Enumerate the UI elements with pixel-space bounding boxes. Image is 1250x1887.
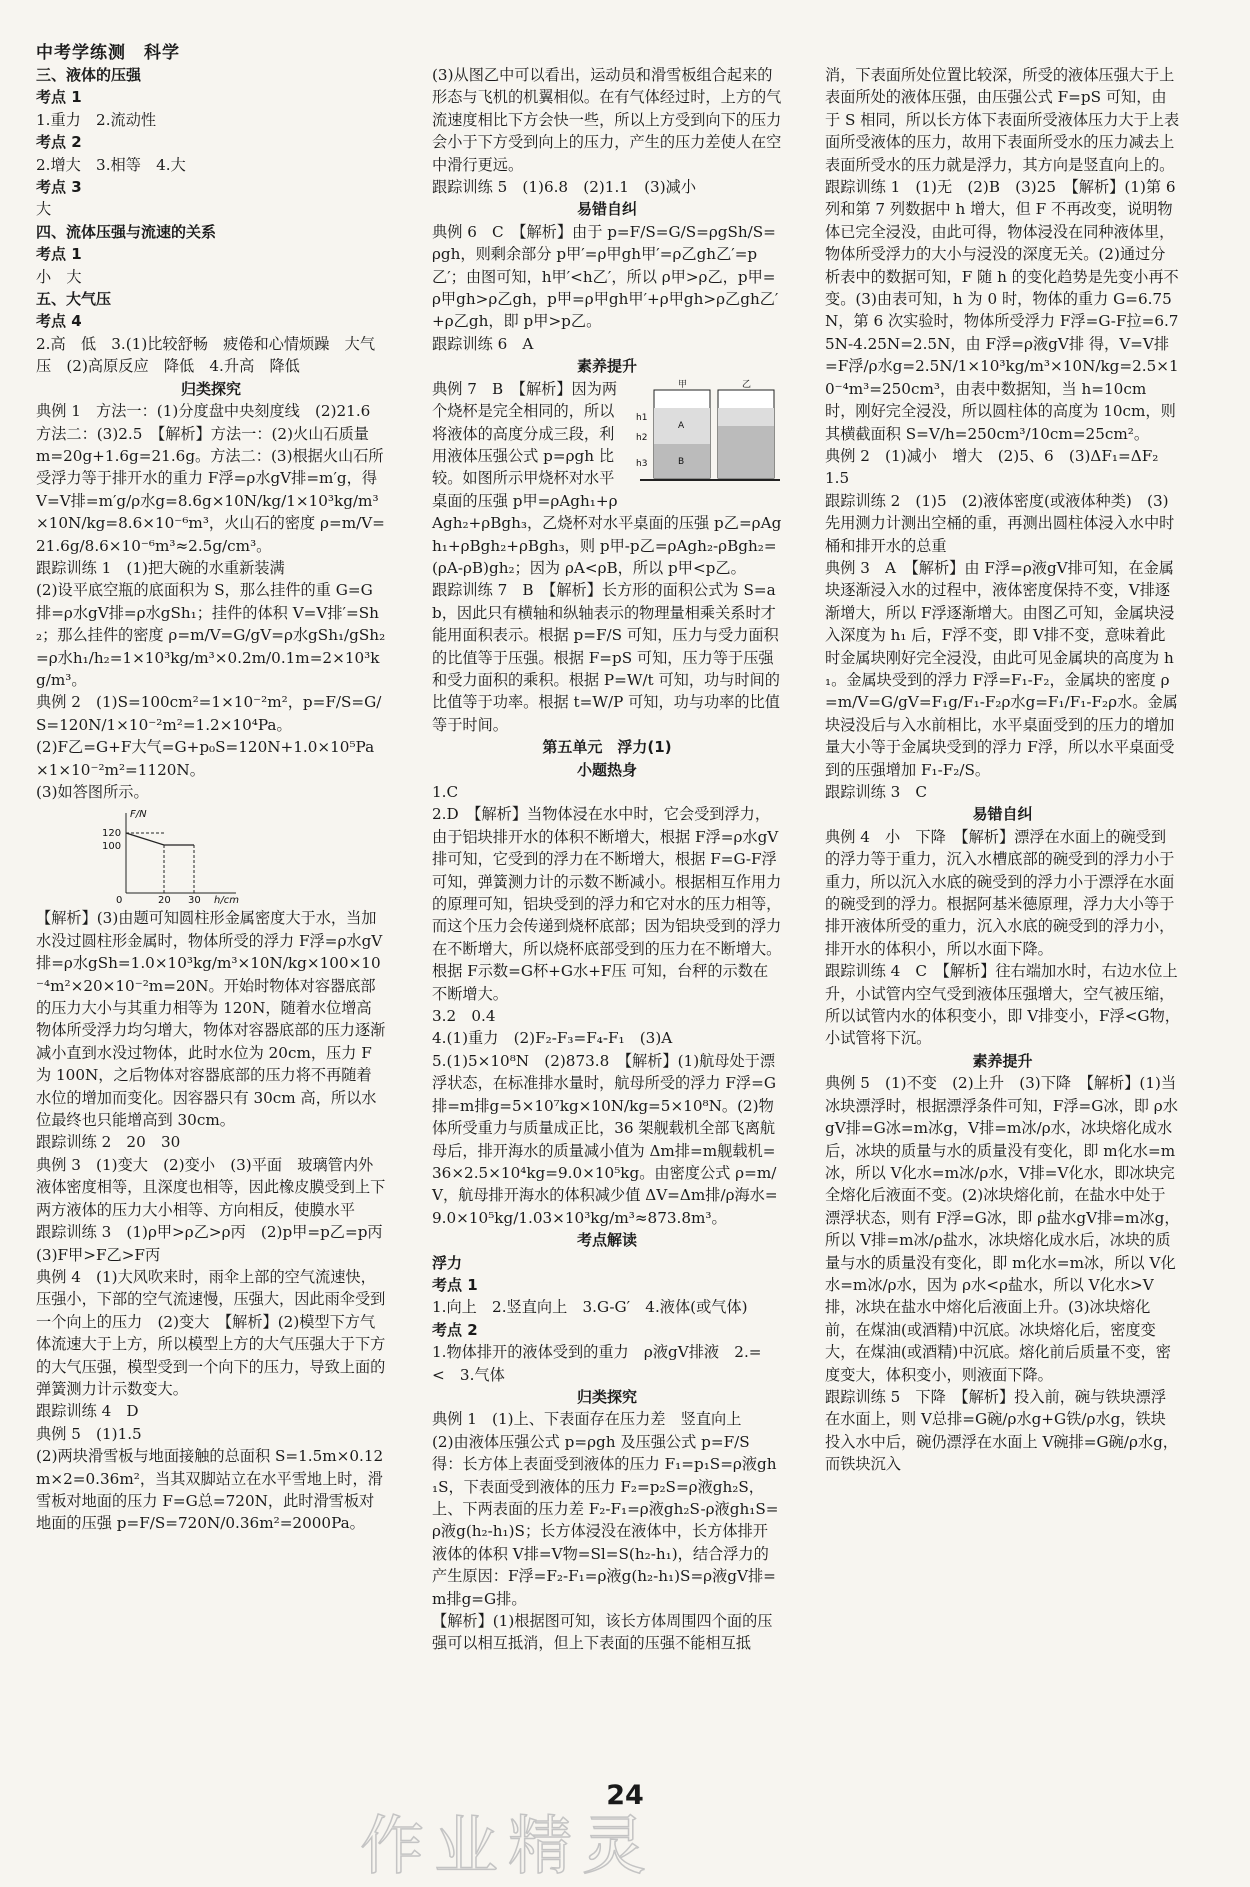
text-line: 考点 1 <box>36 88 82 107</box>
text-line: 跟踪训练 2 20 30 <box>36 1133 181 1152</box>
force-line <box>126 833 194 845</box>
text-line: 典例 4 (1)大风吹来时，雨伞上部的空气流速快，压强小，下部的空气流速慢，压强大，因此雨伞受到一个向上的压力 (2)变大 【解析】(2)模型下方气体流速大于上方，所以模型上方的大气压强大于下方的大气压强，模型受到一个向下的压力，导致上面的弹簧测力计示数变大。 <box>36 1267 386 1398</box>
text-line: 典例 3 (1)变大 (2)变小 (3)平面 玻璃管内外液体密度相等，且深度也相等，因此橡皮膜受到上下两方液体的压力大小相等、方向相反，使膜水平 <box>36 1155 386 1219</box>
text-line: 考点 2 <box>432 1320 478 1339</box>
text-line: 跟踪训练 3 C <box>825 783 928 801</box>
text-line: (2)两块滑雪板与地面接触的总面积 S=1.5m×0.12m×2=0.36m²，当其双脚站立在水平雪地上时，滑雪板对地面的压力 F=G总=720N，此时滑雪板对地面的压强 p=F/S=720N/0.36m²=2000Pa。 <box>36 1447 384 1533</box>
text-line: 三、液体的压强 <box>36 66 142 84</box>
text-line: 小 大 <box>36 267 82 286</box>
text-line: 归类探究 <box>180 379 241 398</box>
text-line: 考点 2 <box>36 133 82 152</box>
label-B: B <box>678 456 685 467</box>
page-header: 中考学练测 科学 <box>36 43 180 63</box>
text-line: 考点 1 <box>432 1275 478 1294</box>
text-line: 四、流体压强与流速的关系 <box>36 222 217 241</box>
text-line: 典例 1 (1)上、下表面存在压力差 竖直向上 <box>432 1410 742 1429</box>
page-number: 24 <box>606 1780 644 1811</box>
text-line: 典例 7 B 【解析】因为两个烧杯是完全相同的，所以将液体的高度分成三段，利用液体压强公式 p=ρgh 比较。如图所示甲烧杯对水平桌面的压强 p甲=ρAgh₁+ρAgh₂+ρBgh₃，乙烧杯对水平桌面的压强 p乙=ρAgh₁+ρBgh₂+ρBgh₃，则 p甲-p乙=ρAgh₂-ρBgh₂=(ρA-ρB)gh₂；因为 ρA<ρB，所以 p甲<p乙。 <box>432 379 782 577</box>
label-h1: h1 <box>636 412 648 423</box>
x-tick-30: 30 <box>188 895 201 907</box>
text-line: 1.重力 2.流动性 <box>36 110 157 129</box>
text-line: 易错自纠 <box>576 200 637 219</box>
text-line: 典例 4 小 下降 【解析】漂浮在水面上的碗受到的浮力等于重力，沉入水槽底部的碗受到的浮力小于重力，所以沉入水底的碗受到的浮力小于漂浮在水面的碗受到的浮力。根据阿基米德原理，浮力大小等于排开液体所受的重力，沉入水底的碗受到的浮力小，排开水的体积小，所以水面下降。 <box>825 827 1175 958</box>
text-line: 2.高 低 3.(1)比较舒畅 疲倦和心情烦躁 大气压 (2)高原反应 降低 4.升高 降低 <box>36 334 376 376</box>
x-tick-0: 0 <box>116 895 123 907</box>
text-line: 3.2 0.4 <box>432 1007 496 1026</box>
text-line: 跟踪训练 2 (1)5 (2)液体密度(或液体种类) (3)先用测力计测出空桶的重，再测出圆柱体浸入水中时桶和排开水的总重 <box>825 491 1175 555</box>
text-line: (3)如答图所示。 <box>36 783 149 801</box>
text-line: 典例 3 A 【解析】由 F浮=ρ液gV排可知，在金属块逐渐浸入水的过程中，液体密度保持不变，V排逐渐增大，所以 F浮逐渐增大。由图乙可知，金属块浸入深度为 h₁ 后，F浮不变，即 V排不变，意味着此时金属块刚好完全浸没，由此可见金属块的高度为 h₁。金属块受到的浮力 F浮=F₁-F₂，金属块的密度 ρ=m/V=G/gV=F₁g/F₁-F₂ρ水g=F₁/F₁-F₂ρ水。金属块浸没后与入水前相比，水平桌面受到的压力的增加量大小等于金属块受到的浮力 F浮，所以水平桌面受到的压强增加 F₁-F₂/S。 <box>825 558 1178 779</box>
column-1 <box>36 64 398 1724</box>
text-line: 【解析】(1)根据图可知，该长方体周围四个面的压强可以相互抵消，但上下表面的压强不能相互抵 <box>432 1612 773 1653</box>
text-line: 五、大气压 <box>36 290 112 309</box>
label-jia: 甲 <box>678 379 688 390</box>
text-line: 考点解读 <box>576 1231 637 1250</box>
label-yi: 乙 <box>742 379 752 390</box>
text-line: 2.D 【解析】当物体浸在水中时，它会受到浮力，由于铝块排开水的体积不断增大，根据 F浮=ρ水gV排可知，它受到的浮力在不断增大，根据 F=G-F浮 可知，弹簧测力计的示数不断减小。根据相互作用力的原理可知，铝块受到的浮力和它对水的压力相等，而这个压力会传递到烧杯底部；因为铝块受到的浮力在不断增大，所以烧杯底部受到的压力在不断增大。根据 F示数=G杯+G水+F压 可知，台秤的示数在不断增大。 <box>432 805 782 1003</box>
text-line: 典例 5 (1)不变 (2)上升 (3)下降 【解析】(1)当冰块漂浮时，根据漂浮条件可知，F浮=G冰，即 ρ水gV排=G冰=m冰g，V排=m冰/ρ水，冰块熔化成水后，冰块的质量与水的质量没有变化，即 m化水=m冰，所以 V化水=m冰/ρ水，V排=V化水，即冰块完全熔化后液面不变。(2)冰块熔化前，在盐水中处于漂浮状态，则有 F浮=G冰，即 ρ盐水gV排=m冰g，所以 V排=m冰/ρ盐水，冰块熔化成水后，冰块的质量与水的质量没有变化，即 m化水=m冰，所以 V化水=m冰/ρ水，因为 ρ水<ρ盐水，所以 V化水>V排，冰块在盐水中熔化后液面上升。(3)冰块熔化前，在煤油(或酒精)中沉底。冰块熔化后，密度变大，在煤油(或酒精)中沉底。熔化前后质量不变，密度变大，体积变小，则液面下降。 <box>825 1074 1180 1384</box>
text-line: 1.物体排开的液体受到的重力 ρ液gV排液 2.= < 3.气体 <box>432 1343 777 1384</box>
label-h3: h3 <box>636 458 648 469</box>
y-axis-label: F/N <box>130 809 147 821</box>
text-line: 典例 2 (1)减小 增大 (2)5、6 (3)ΔF₁=ΔF₂ 1.5 <box>825 446 1174 488</box>
force-depth-graph <box>96 805 246 905</box>
text-line: 消，下表面所处位置比较深，所受的液体压强大于上表面所处的液体压强，由压强公式 F=pS 可知，由于 S 相同，所以长方体下表面所受液体压力大于上表面所受液体的压力，故用下表面所受水的压力减去上表面所受水的压力就是浮力，其方向是竖直向上的。 <box>825 66 1180 174</box>
x-tick-20: 20 <box>158 895 171 907</box>
watermark-logo: 作业精灵 <box>360 1810 656 1884</box>
text-line: 典例 1 方法一：(1)分度盘中央刻度线 (2)21.6 方法二：(3)2.5 【解析】方法一：(2)火山石质量 m=20g+1.6g=21.6g。方法二：(3)根据火山石所受浮力等于排开水的重力 F浮=ρ水gV排=m′g，得 V=V排=m′g/ρ水g=8.6g×10N/kg/1×10³kg/m³×10N/kg=8.6×10⁻⁶m³，火山石的密度 ρ=m/V=21.6g/8.6×10⁻⁶m³≈2.5g/cm³。 <box>36 402 386 555</box>
text-line: 1.向上 2.竖直向上 3.G-G′ 4.液体(或气体) <box>432 1298 748 1317</box>
text-line: (2)设平底空瓶的底面积为 S，那么挂件的重 G=G排=ρ水gV排=ρ水gSh₁；挂件的体积 V=V排′=Sh₂；那么挂件的密度 ρ=m/V=G/gV=ρ水gSh₁/gSh₂=ρ水h₁/h₂=1×10³kg/m³×0.2m/0.1m=2×10³kg/m³。 <box>36 581 386 689</box>
text-line: 【解析】(3)由题可知圆柱形金属密度大于水，当加水没过圆柱形金属时，物体所受的浮力 F浮=ρ水gV排=ρ水gSh=1.0×10³kg/m³×10N/kg×100×10⁻⁴m²×20×10⁻²m=20N。开始时物体对容器底部的压力大小与其重力相等为 120N，随着水位增高物体所受浮力均匀增大，物体对容器底部的压力逐渐减小直到水没过物体，此时水位为 20cm，压力 F 为 100N，之后物体对容器底部的压力将不再随着水位的增加而变化。因容器只有 30cm 高，所以水位最终也只能增高到 30cm。 <box>36 909 386 1130</box>
text-line: 考点 1 <box>36 245 82 264</box>
y-tick-120: 120 <box>102 828 122 840</box>
text-line: 跟踪训练 4 C 【解析】往右端加水时，右边水位上升，小试管内空气受到液体压强增大，空气被压缩，所以试管内水的体积变小，即 V排变小，F浮<G物，小试管将下沉。 <box>825 962 1180 1048</box>
text-line: 考点 4 <box>36 312 82 331</box>
text-line: 小题热身 <box>576 760 637 779</box>
text-line: 跟踪训练 5 (1)6.8 (2)1.1 (3)减小 <box>432 178 697 197</box>
liquid-right-B <box>718 426 774 478</box>
text-line: 典例 6 C 【解析】由于 p=F/S=G/S=ρgSh/S=ρgh，则剩余部分 p甲′=ρ甲gh甲′=ρ乙gh乙′=p乙′；由图可知，h甲′<h乙′，所以 ρ甲>ρ乙，p甲=ρ甲gh>ρ乙gh，p甲=ρ甲gh甲′+ρ甲gh>ρ乙gh乙′+ρ乙gh，即 p甲>p乙。 <box>432 222 779 331</box>
text-line: 5.(1)5×10⁸N (2)873.8 【解析】(1)航母处于漂浮状态，在标准排水量时，航母所受的浮力 F浮=G排=m排g=5×10⁷kg×10N/kg=5×10⁸N。(2)物体所受重力与质量成正比，36 架舰载机全部飞离航母后，排开海水的质量减小值为 Δm排=m舰载机=36×2.5×10⁴kg=9.0×10⁵kg。由密度公式 ρ=m/V，航母排开海水的体积减少值 ΔV=Δm排/ρ海水=9.0×10⁵kg/1.03×10³kg/m³≈873.8m³。 <box>432 1051 778 1227</box>
text-line: 跟踪训练 5 下降 【解析】投入前，碗与铁块漂浮在水面上，则 V总排=G碗/ρ水g+G铁/ρ水g，铁块投入水中后，碗仍漂浮在水面上 V碗排=G碗/ρ水g，而铁块沉入 <box>825 1387 1178 1474</box>
text-line: 浮力 <box>432 1253 463 1272</box>
text-line: (2)F乙=G+F大气=G+p₀S=120N+1.0×10⁵Pa×1×10⁻²m²=1120N。 <box>36 738 375 779</box>
text-line: 跟踪训练 3 (1)ρ甲>ρ乙>ρ丙 (2)p甲=p乙=p丙 (3)F甲>F乙>F丙 <box>36 1223 398 1264</box>
label-A: A <box>678 420 685 431</box>
text-line: (2)由液体压强公式 p=ρgh 及压强公式 p=F/S 得：长方体上表面受到液体的压力 F₁=p₁S=ρ液gh₁S，下表面受到液体的压力 F₂=p₂S=ρ液gh₂S，上、下两表面的压力差 F₂-F₁=ρ液gh₂S-ρ液gh₁S=ρ液g(h₂-h₁)S；长方体浸没在液体中，长方体排开液体的体积 V排=V物=Sl=S(h₂-h₁)，结合浮力的产生原因：F浮=F₂-F₁=ρ液g(h₂-h₁)S=ρ液gV排=m排g=G排。 <box>432 1432 779 1608</box>
text-line: 典例 5 (1)1.5 <box>36 1424 142 1443</box>
text-line: 跟踪训练 1 (1)无 (2)B (3)25 【解析】(1)第 6 列和第 7 列数据中 h 增大，但 F 不再改变，说明物体已完全浸没，由此可得，物体浸没在同种液体里，物体所受浮力的大小与浸没的深度无关。(2)通过分析表中的数据可知，F 随 h 的变化趋势是先变小再不变。(3)由表可知，h 为 0 时，物体的重力 G=6.75N，第 6 次实验时，物体所受浮力 F浮=G-F拉=6.75N-4.25N=2.5N，由 F浮=ρ液gV排 得，V=V排=F浮/ρ水g=2.5N/1×10³kg/m³×10N/kg=2.5×10⁻⁴m³=250cm³，由表中数据知，当 h=10cm 时，刚好完全浸没，所以圆柱体的高度为 10cm，则其横截面积 S=V/h=250cm³/10cm=25cm²。 <box>825 178 1179 443</box>
text-line: 大 <box>36 200 52 219</box>
column-3 <box>825 64 1180 1724</box>
liquid-right-A <box>718 408 774 426</box>
text-line: (3)从图乙中可以看出，运动员和滑雪板组合起来的形态与飞机的机翼相似。在有气体经过时，上方的气流速度相比下方会快一些，所以上方受到向下的压力会小于下方受到向上的压力，产生的压力差使人在空中滑行更远。 <box>432 66 782 174</box>
text-line: 归类探究 <box>576 1387 637 1406</box>
text-line: 4.(1)重力 (2)F₂-F₃=F₄-F₁ (3)A <box>432 1029 673 1048</box>
label-h2: h2 <box>636 432 648 443</box>
text-line: 典例 2 (1)S=100cm²=1×10⁻²m²，p=F/S=G/S=120N/1×10⁻²m²=1.2×10⁴Pa。 <box>36 693 382 734</box>
y-tick-100: 100 <box>102 841 122 853</box>
text-line: 跟踪训练 1 (1)把大碗的水重新装满 <box>36 558 285 577</box>
x-axis-label: h/cm <box>214 895 239 907</box>
text-line: 易错自纠 <box>972 805 1033 824</box>
text-line: 素养提升 <box>576 357 637 376</box>
text-line: 跟踪训练 6 A <box>432 334 534 353</box>
text-line: 2.增大 3.相等 4.大 <box>36 155 186 174</box>
column-2 <box>432 64 782 1724</box>
text-line: 考点 3 <box>36 178 82 197</box>
text-line: 素养提升 <box>972 1051 1033 1070</box>
beaker-figure <box>632 378 782 496</box>
text-line: 第五单元 浮力(1) <box>542 738 672 757</box>
text-line: 1.C <box>432 783 459 801</box>
text-line: 跟踪训练 4 D <box>36 1402 139 1421</box>
text-line: 跟踪训练 7 B 【解析】长方形的面积公式为 S=ab，因此只有横轴和纵轴表示的物理量相乘关系时才能用面积表示。根据 p=F/S 可知，压力与受力面积的比值等于压强。根据 F=pS 可知，压力等于压强和受力面积的乘积。根据 P=W/t 可知，功与时间的比值等于功率。根据 t=W/P 可知，功与功率的比值等于时间。 <box>432 581 780 734</box>
